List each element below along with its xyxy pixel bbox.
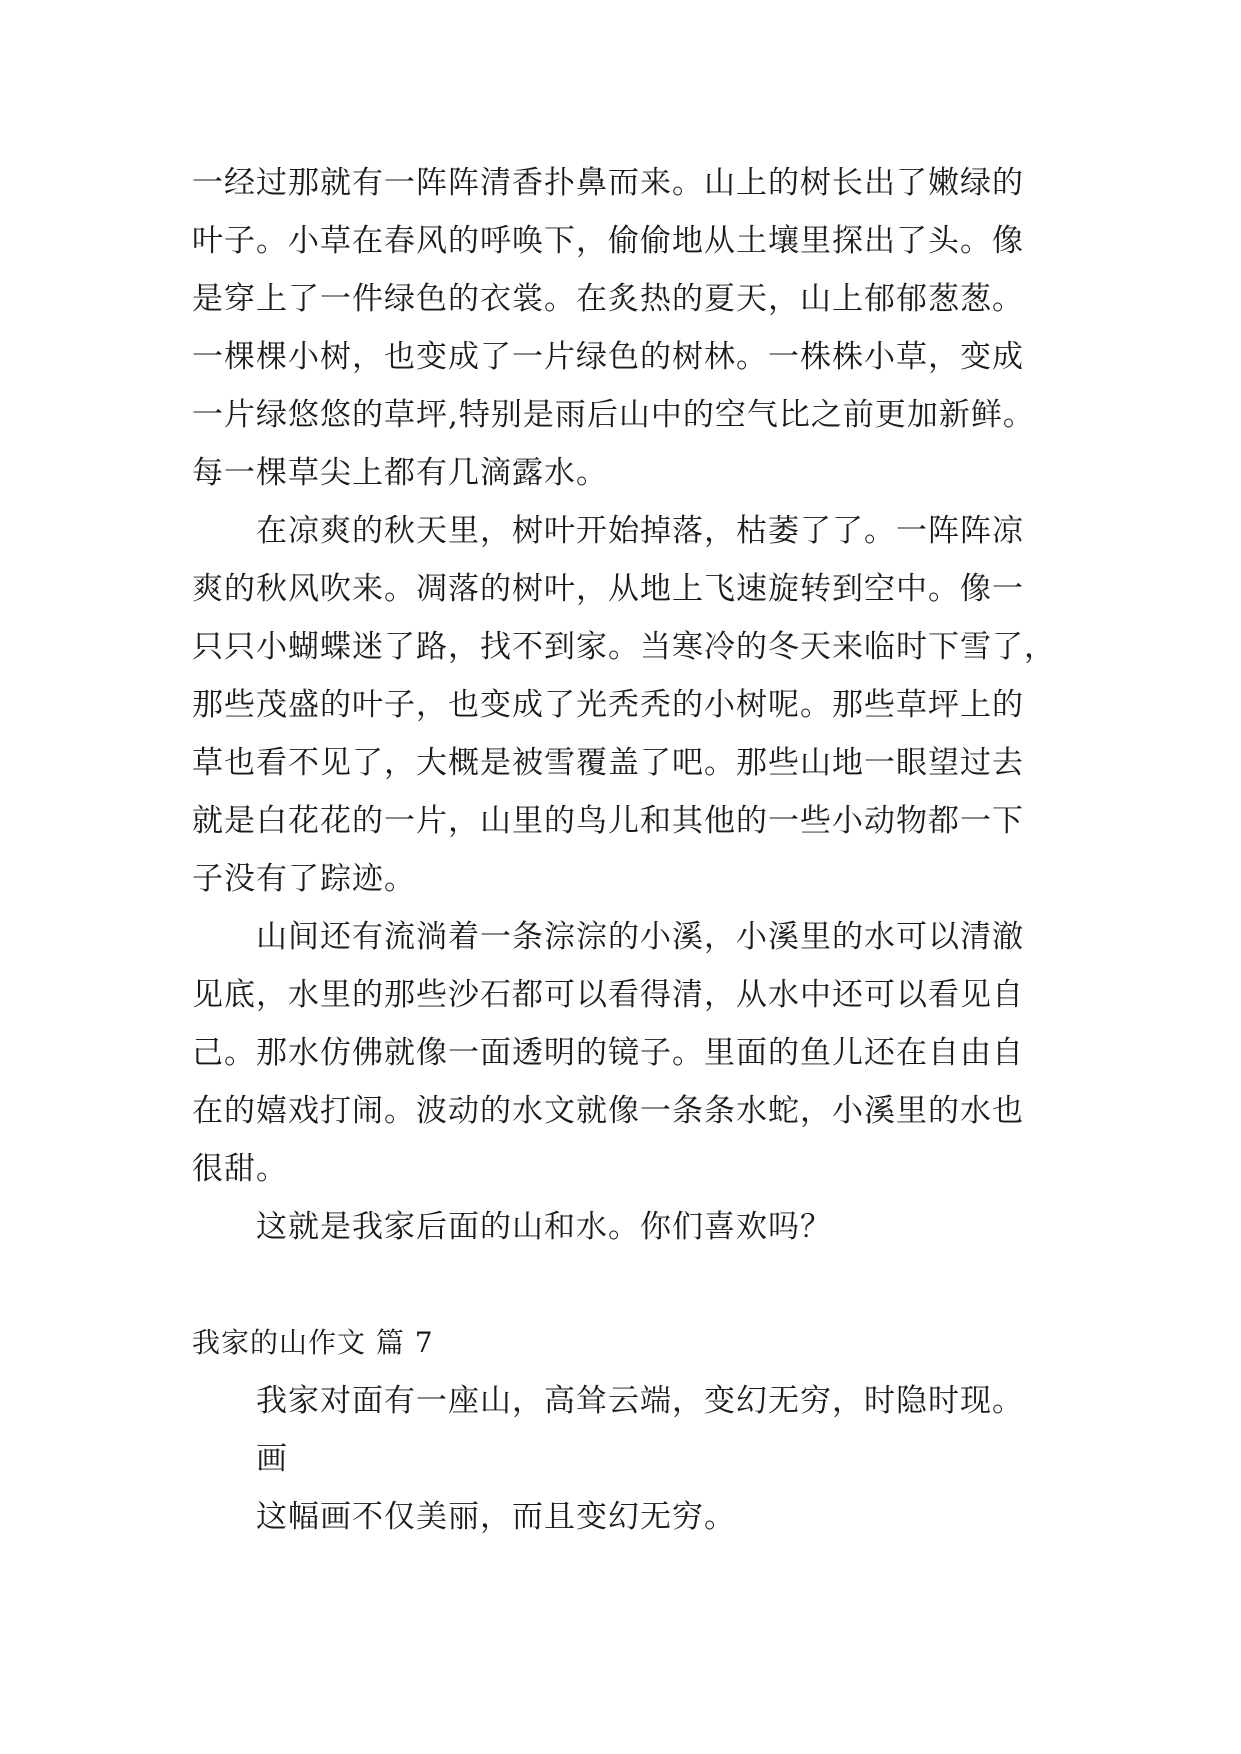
text-line: 每一棵草尖上都有几滴露水。 — [192, 455, 608, 491]
text-line: 很甜。 — [192, 1151, 288, 1187]
text-line: 只只小蝴蝶迷了路，找不到家。当寒冷的冬天来临时下雪了， — [192, 629, 1056, 665]
text-line: 见底，水里的那些沙石都可以看得清，从水中还可以看见自 — [192, 977, 1024, 1013]
section-heading: 我家的山作文 篇 7 — [192, 1326, 434, 1359]
text-line: 这就是我家后面的山和水。你们喜欢吗？ — [256, 1209, 832, 1245]
text-line: 草也看不见了，大概是被雪覆盖了吧。那些山地一眼望过去 — [192, 745, 1024, 781]
text-line: 一经过那就有一阵阵清香扑鼻而来。山上的树长出了嫩绿的 — [192, 165, 1024, 201]
text-line: 一棵棵小树，也变成了一片绿色的树林。一株株小草，变成 — [192, 339, 1024, 375]
text-line: 这幅画不仅美丽，而且变幻无穷。 — [256, 1499, 736, 1535]
text-line: 一片绿悠悠的草坪,特别是雨后山中的空气比之前更加新鲜。 — [192, 397, 1035, 433]
text-line: 爽的秋风吹来。凋落的树叶，从地上飞速旋转到空中。像一 — [192, 571, 1024, 607]
text-line: 是穿上了一件绿色的衣裳。在炙热的夏天，山上郁郁葱葱。 — [192, 281, 1024, 317]
text-line: 那些茂盛的叶子，也变成了光秃秃的小树呢。那些草坪上的 — [192, 687, 1024, 723]
text-line: 画 — [256, 1441, 288, 1477]
text-line: 我家对面有一座山，高耸云端，变幻无穷，时隐时现。 — [256, 1383, 1024, 1419]
text-line: 在的嬉戏打闹。波动的水文就像一条条水蛇，小溪里的水也 — [192, 1093, 1024, 1129]
text-line: 就是白花花的一片，山里的鸟儿和其他的一些小动物都一下 — [192, 803, 1024, 839]
text-line: 山间还有流淌着一条淙淙的小溪，小溪里的水可以清澈 — [256, 919, 1024, 955]
text-line: 在凉爽的秋天里，树叶开始掉落，枯萎了了。一阵阵凉 — [256, 513, 1024, 549]
text-line: 己。那水仿佛就像一面透明的镜子。里面的鱼儿还在自由自 — [192, 1035, 1024, 1071]
text-line: 叶子。小草在春风的呼唤下，偷偷地从土壤里探出了头。像 — [192, 223, 1024, 259]
text-line: 子没有了踪迹。 — [192, 861, 416, 897]
